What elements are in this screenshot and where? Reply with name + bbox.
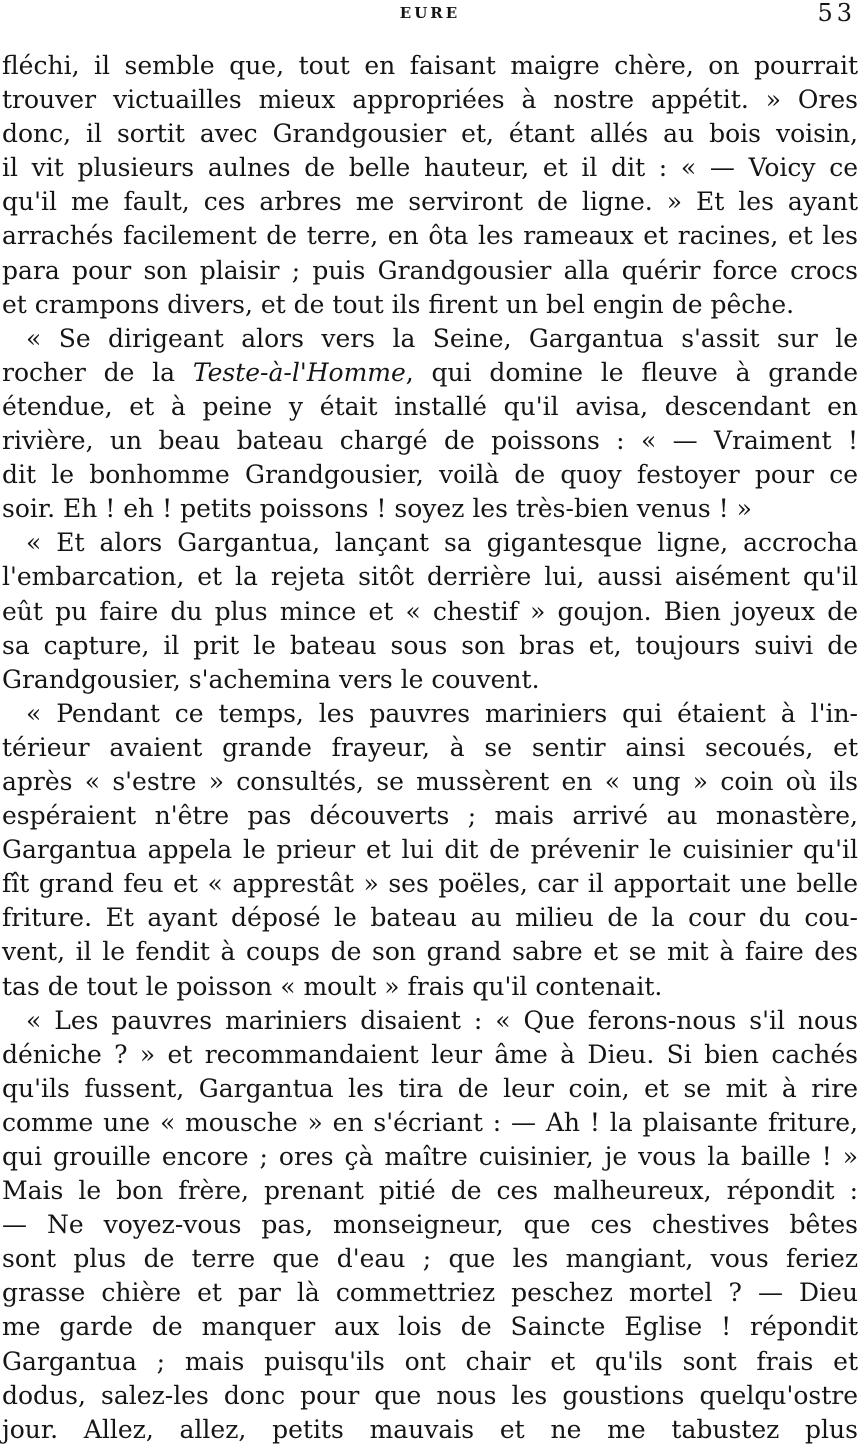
- text-line: Mais le bon frère, prenant pitié de ces malheureux, répondit :: [2, 1176, 858, 1206]
- text-line: qu'ils fussent, Gargantua les tira de leur coin, et se mit à rire: [2, 1073, 858, 1103]
- text-line: para pour son plaisir ; puis Grandgousier alla quérir force crocs: [2, 255, 858, 285]
- text-line: grasse chière et par là commettriez peschez mortel ? — Dieu: [2, 1278, 858, 1308]
- text-line-with-place-name: [0, 356, 860, 390]
- text-line: sont plus de terre que d'eau ; que les mangiant, vous feriez: [2, 1244, 858, 1274]
- text-line: rivière, un beau bateau chargé de poissons : « — Vraiment !: [2, 426, 858, 456]
- text-line: « Se dirigeant alors vers la Seine, Gargantua s'assit sur le: [26, 323, 858, 353]
- text-line: donc, il sortit avec Grandgousier et, étant allés au bois voisin,: [2, 119, 858, 149]
- text-line: il vit plusieurs aulnes de belle hauteur, et il dit : « — Voicy ce: [2, 153, 858, 183]
- place-name: Teste-à-l'Homme: [192, 357, 406, 387]
- text-line: qui grouille encore ; ores çà maître cuisinier, je vous la baille ! »: [2, 1142, 858, 1171]
- text-line: arrachés facilement de terre, en ôta les rameaux et racines, et les: [2, 221, 858, 251]
- text-line: friture. Et ayant déposé le bateau au milieu de la cour du cou-: [2, 903, 858, 933]
- text-line: « Les pauvres mariniers disaient : « Que ferons-nous s'il nous: [26, 1005, 858, 1035]
- text-line: Gargantua ; mais puisqu'ils ont chair et qu'ils sont frais et: [2, 1346, 858, 1376]
- text-line: comme une « mousche » en s'écriant : — Ah ! la plaisante friture,: [2, 1107, 858, 1137]
- text-segment: rocher de la: [2, 357, 193, 387]
- text-line: — Ne voyez-vous pas, monseigneur, que ces chestives bêtes: [2, 1210, 858, 1240]
- text-line: me garde de manquer aux lois de Saincte Eglise ! répondit: [2, 1312, 858, 1342]
- text-line: vent, il le fendit à coups de son grand sabre et se mit à faire des: [2, 937, 858, 967]
- text-line: Grandgousier, s'achemina vers le couvent.: [2, 664, 540, 694]
- text-line: soir. Eh ! eh ! petits poissons ! soyez les très-bien venus ! »: [2, 494, 752, 524]
- text-line: Gargantua appela le prieur et lui dit de prévenir le cuisinier qu'il: [2, 835, 858, 865]
- text-line: espéraient n'être pas découverts ; mais arrivé au monastère,: [2, 801, 858, 831]
- text-segment: , qui domine le fleuve à grande: [405, 357, 858, 387]
- text-line: et crampons divers, et de tout ils firent un bel engin de pêche.: [2, 289, 795, 319]
- text-line: qu'il me fault, ces arbres me serviront de ligne. » Et les ayant: [2, 187, 858, 217]
- text-line: sa capture, il prit le bateau sous son bras et, toujours suivi de: [2, 630, 858, 660]
- text-line: trouver victuailles mieux appropriées à nostre appétit. » Ores: [2, 85, 858, 115]
- text-line: dit le bonhomme Grandgousier, voilà de quoy festoyer pour ce: [2, 460, 858, 490]
- text-line: fléchi, il semble que, tout en faisant maigre chère, on pourrait: [2, 51, 858, 80]
- text-line: « Et alors Gargantua, lançant sa gigantesque ligne, accrocha: [26, 528, 858, 558]
- text-line: après « s'estre » consultés, se mussèrent en « ung » coin où ils: [2, 766, 858, 796]
- running-head: EURE: [399, 4, 461, 22]
- text-line: déniche ? » et recommandaient leur âme à Dieu. Si bien cachés: [2, 1039, 858, 1069]
- text-line: eût pu faire du plus mince et « chestif » goujon. Bien joyeux de: [2, 596, 858, 626]
- text-line: fît grand feu et « apprestât » ses poëles, car il apportait une belle: [2, 869, 858, 899]
- page-header: [0, 0, 860, 30]
- text-line: « Pendant ce temps, les pauvres mariniers qui étaient à l'in-: [26, 698, 858, 728]
- body-text: [0, 49, 860, 1447]
- page-number: 53: [817, 0, 856, 27]
- text-line: étendue, et à peine y était installé qu'il avisa, descendant en: [2, 391, 858, 421]
- text-line: tas de tout le poisson « moult » frais qu'il contenait.: [2, 971, 663, 1001]
- text-line: l'embarcation, et la rejeta sitôt derrière lui, aussi aisément qu'il: [2, 562, 858, 592]
- text-line: jour. Allez, allez, petits mauvais et ne me tabustez plus: [2, 1414, 858, 1444]
- text-line: dodus, salez-les donc pour que nous les goustions quelqu'ostre: [2, 1380, 858, 1410]
- text-line: térieur avaient grande frayeur, à se sentir ainsi secoués, et: [2, 732, 858, 762]
